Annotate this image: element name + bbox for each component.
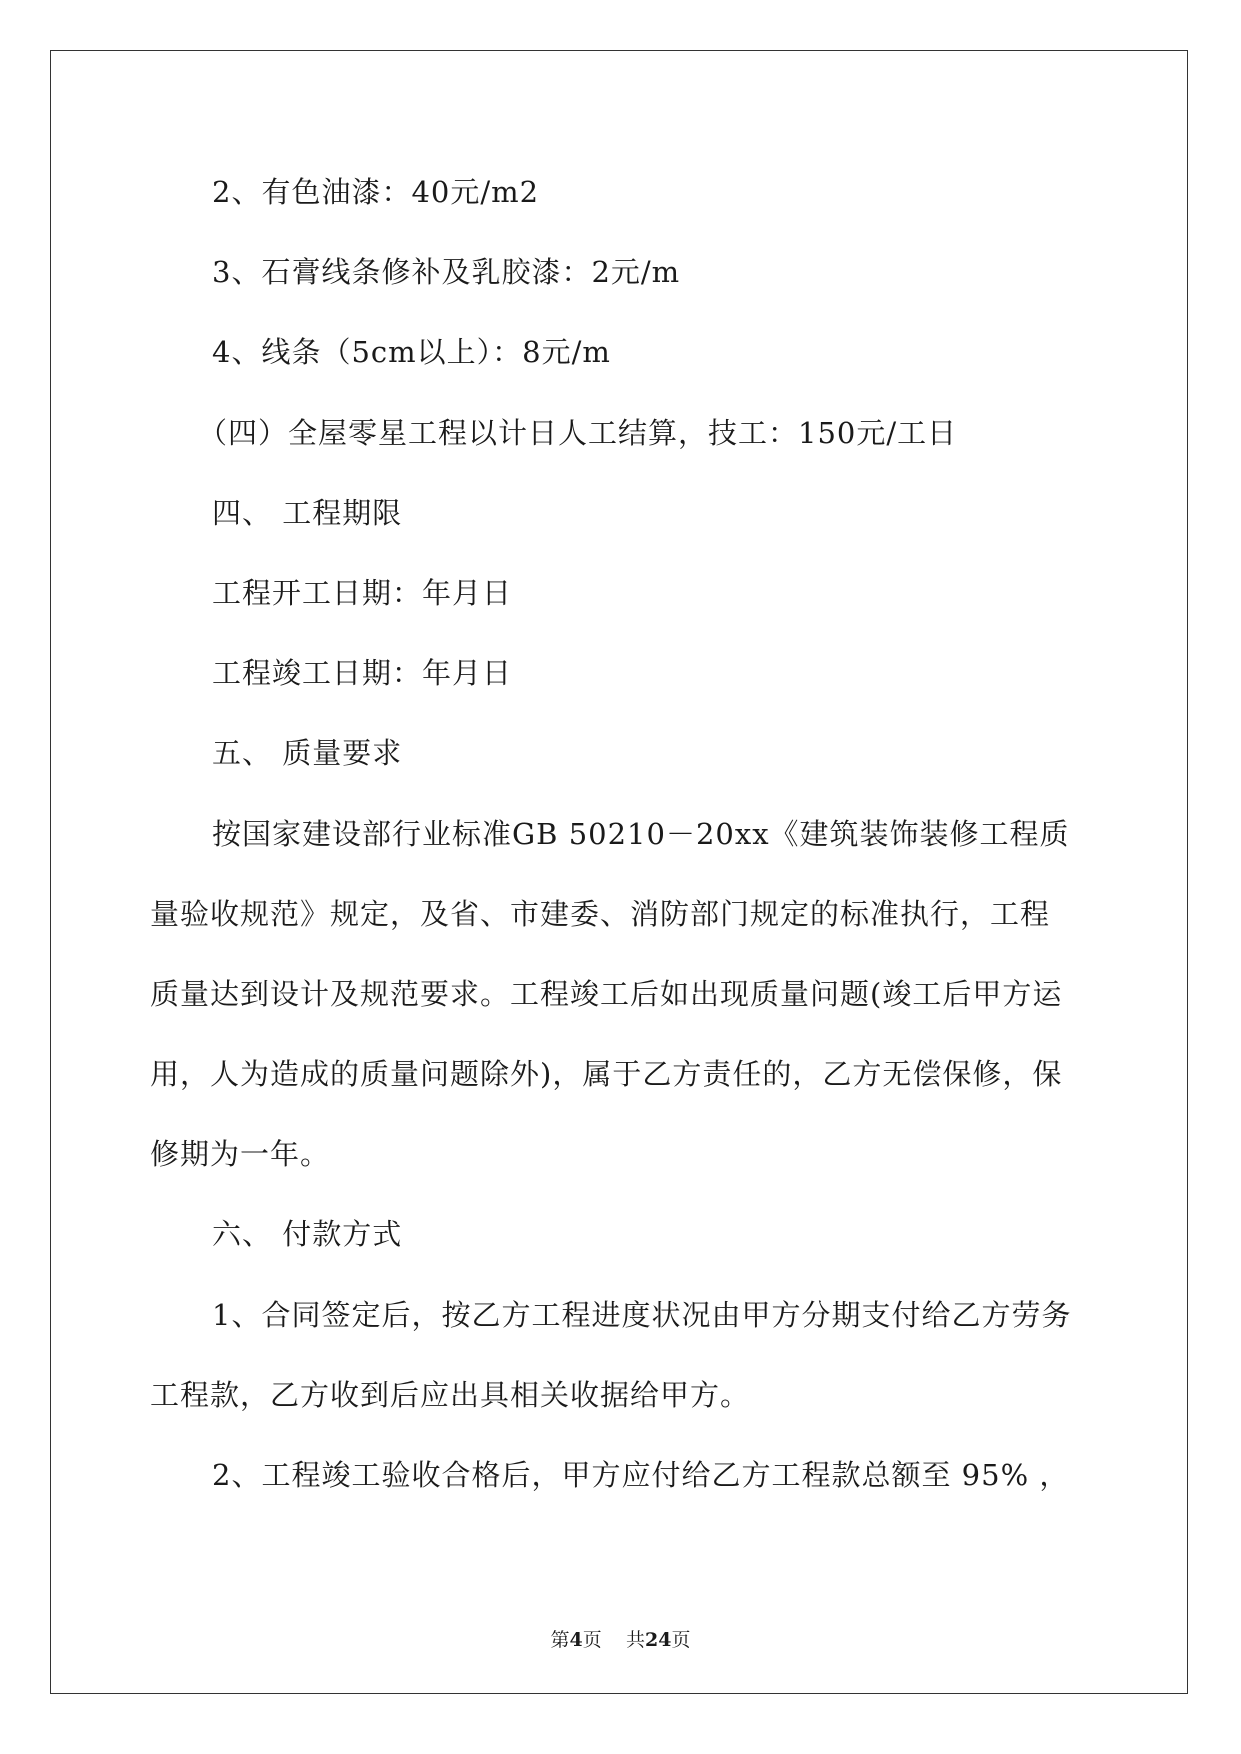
paragraph-line: 2、工程竣工验收合格后，甲方应付给乙方工程款总额至 95% ， [212, 1458, 1070, 1492]
text-line: 3、石膏线条修补及乳胶漆：2元/m [212, 255, 681, 289]
section-heading: 四、 工程期限 [212, 496, 403, 530]
paragraph-line: 1、合同签定后，按乙方工程进度状况由甲方分期支付给乙方劳务 [212, 1298, 1072, 1332]
text-line: 工程竣工日期：年月日 [212, 656, 513, 690]
text-line: （四）全屋零星工程以计日人工结算，技工：150元/工日 [198, 416, 958, 450]
footer-prefix: 第 [550, 1629, 570, 1651]
paragraph-line: 工程款，乙方收到后应出具相关收据给甲方。 [150, 1378, 751, 1412]
section-heading: 五、 质量要求 [212, 736, 403, 770]
paragraph-line: 修期为一年。 [150, 1137, 331, 1171]
paragraph-line: 量验收规范》规定，及省、市建委、消防部门规定的标准执行，工程 [150, 897, 1051, 931]
text-line: 4、线条（5cm以上）：8元/m [212, 335, 611, 369]
footer-total-suffix: 页 [671, 1629, 691, 1651]
footer-total-prefix: 共 [625, 1629, 645, 1651]
page-footer [0, 1627, 1241, 1653]
footer-page-word: 页 [582, 1629, 602, 1651]
paragraph-line: 按国家建设部行业标准GB 50210－20xx《建筑装饰装修工程质 [212, 817, 1070, 851]
total-page-count: 24 [644, 1629, 672, 1651]
current-page-number: 4 [569, 1629, 583, 1651]
text-line: 2、有色油漆：40元/m2 [212, 175, 540, 209]
text-line: 工程开工日期：年月日 [212, 576, 513, 610]
paragraph-line: 用，人为造成的质量问题除外)，属于乙方责任的，乙方无偿保修，保 [150, 1057, 1063, 1091]
section-heading: 六、 付款方式 [212, 1217, 403, 1251]
paragraph-line: 质量达到设计及规范要求。工程竣工后如出现质量问题(竣工后甲方运 [150, 977, 1063, 1011]
page-border [50, 50, 1188, 1694]
